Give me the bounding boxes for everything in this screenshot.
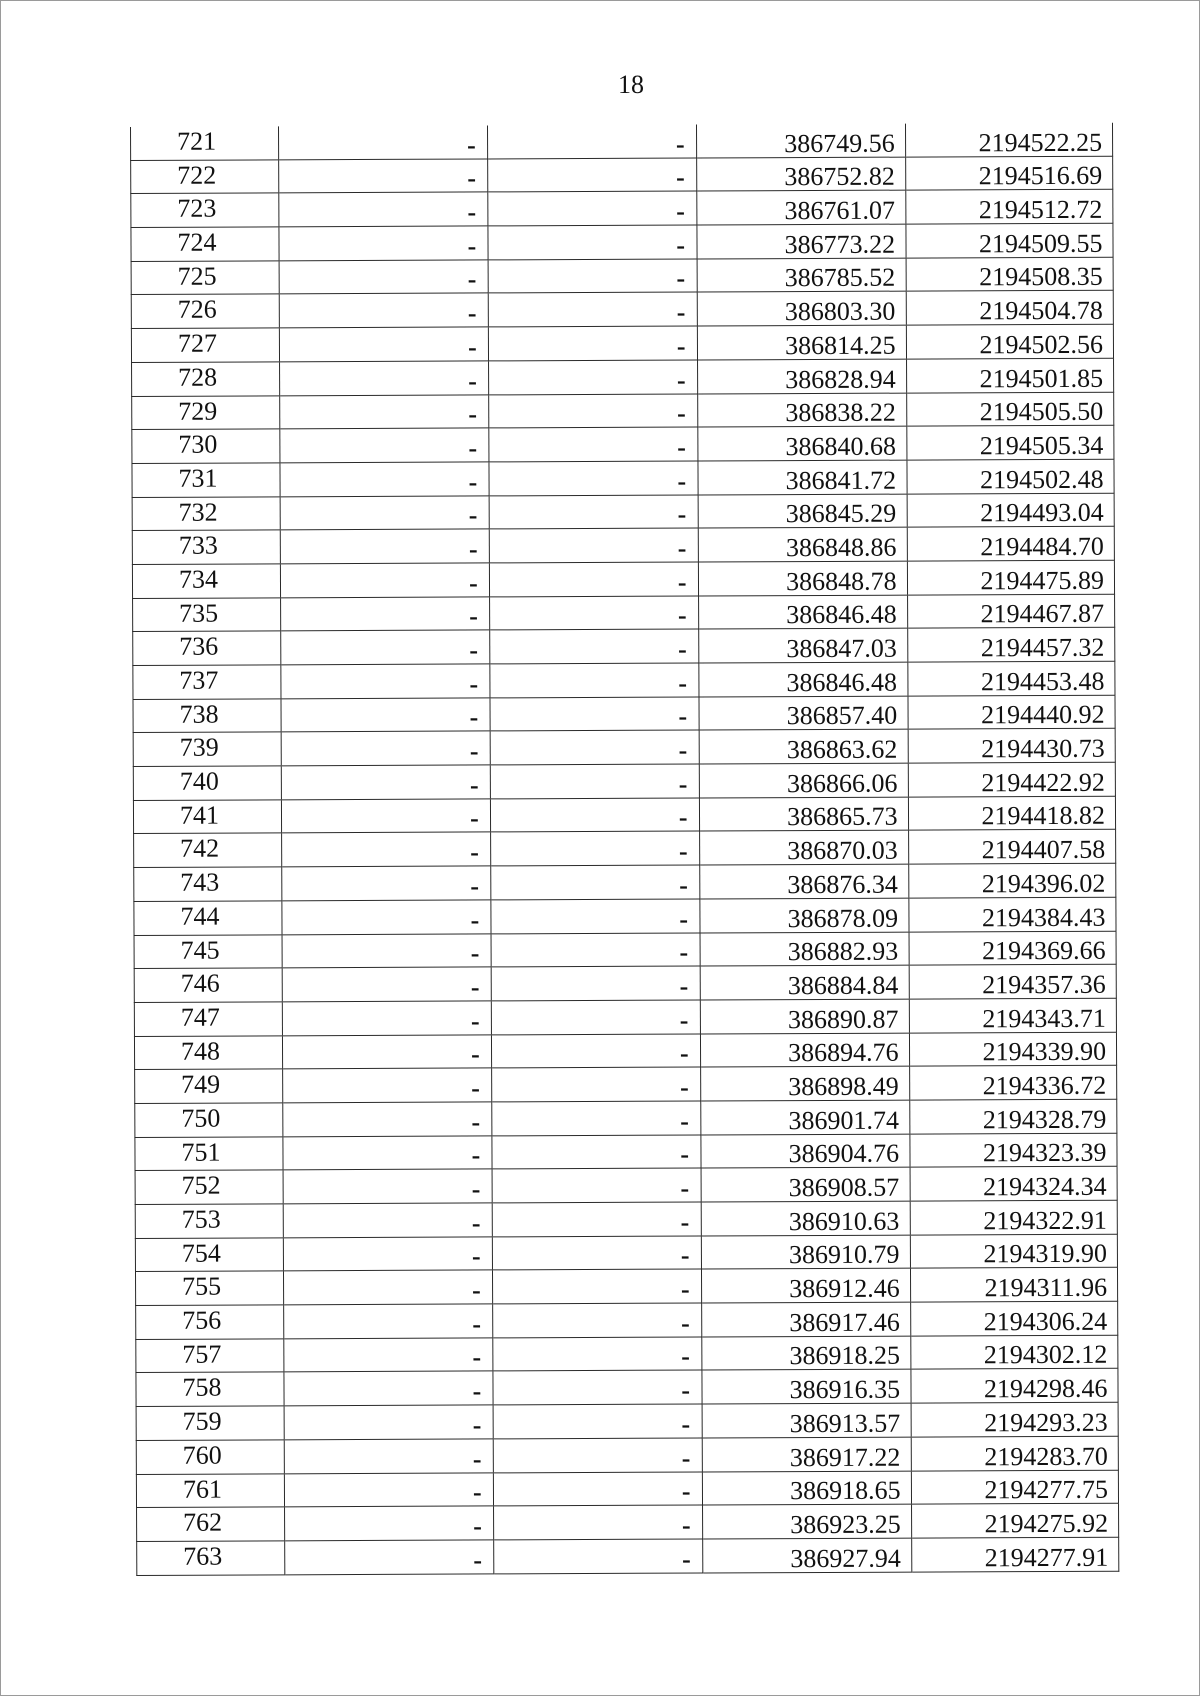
empty-value-cell: - — [281, 664, 490, 699]
y-coordinate-cell: 2194357.36 — [909, 964, 1117, 999]
table-row — [137, 1503, 1119, 1541]
empty-value-cell: - — [493, 1337, 702, 1372]
point-number-cell: 727 — [131, 328, 279, 362]
table-row — [136, 1470, 1118, 1508]
empty-value-cell: - — [282, 900, 491, 935]
table-row — [133, 695, 1115, 733]
empty-value-cell: - — [279, 327, 488, 362]
y-coordinate-cell: 2194339.90 — [909, 1032, 1117, 1067]
point-number-cell: 736 — [133, 631, 281, 665]
point-number-cell: 729 — [132, 395, 280, 429]
empty-value-cell: - — [489, 596, 698, 631]
x-coordinate-cell: 386901.74 — [700, 1100, 909, 1135]
empty-value-cell: - — [490, 764, 699, 799]
x-coordinate-cell: 386882.93 — [700, 932, 909, 967]
point-number-cell: 744 — [134, 901, 282, 935]
page-number: 18 — [618, 70, 644, 99]
empty-value-cell: - — [281, 698, 490, 733]
table-row — [131, 190, 1113, 228]
empty-value-cell: - — [280, 394, 489, 429]
table-row — [131, 324, 1113, 362]
empty-value-cell: - — [493, 1438, 702, 1473]
empty-value-cell: - — [281, 799, 490, 834]
empty-value-cell: - — [284, 1405, 493, 1440]
y-coordinate-cell: 2194306.24 — [910, 1301, 1118, 1336]
empty-value-cell: - — [279, 226, 488, 261]
empty-value-cell: - — [487, 158, 696, 193]
table-row — [135, 1065, 1117, 1103]
empty-value-cell: - — [488, 326, 697, 361]
empty-value-cell: - — [283, 1068, 492, 1103]
point-number-cell: 735 — [133, 597, 281, 631]
x-coordinate-cell: 386838.22 — [697, 393, 906, 428]
empty-value-cell: - — [279, 192, 488, 227]
table-row — [135, 1234, 1117, 1272]
empty-value-cell: - — [492, 1303, 701, 1338]
empty-value-cell: - — [283, 1136, 492, 1171]
empty-value-cell: - — [491, 966, 700, 1001]
empty-value-cell: - — [280, 563, 489, 598]
point-number-cell: 759 — [136, 1406, 284, 1440]
empty-value-cell: - — [490, 730, 699, 765]
empty-value-cell: - — [284, 1439, 493, 1474]
point-number-cell: 761 — [136, 1473, 284, 1507]
y-coordinate-cell: 2194396.02 — [908, 863, 1116, 898]
y-coordinate-cell: 2194336.72 — [909, 1065, 1117, 1100]
empty-value-cell: - — [488, 259, 697, 294]
x-coordinate-cell: 386910.79 — [701, 1235, 910, 1270]
y-coordinate-cell: 2194467.87 — [907, 594, 1115, 629]
empty-value-cell: - — [279, 260, 488, 295]
x-coordinate-cell: 386848.86 — [698, 527, 907, 562]
x-coordinate-cell: 386847.03 — [698, 628, 907, 663]
empty-value-cell: - — [283, 1102, 492, 1137]
x-coordinate-cell: 386884.84 — [700, 965, 909, 1000]
empty-value-cell: - — [489, 495, 698, 530]
y-coordinate-cell: 2194302.12 — [910, 1335, 1118, 1370]
empty-value-cell: - — [492, 1135, 701, 1170]
empty-value-cell: - — [491, 1034, 700, 1069]
point-number-cell: 740 — [133, 766, 281, 800]
point-number-cell: 726 — [131, 294, 279, 328]
empty-value-cell: - — [488, 394, 697, 429]
point-number-cell: 742 — [134, 833, 282, 867]
y-coordinate-cell: 2194501.85 — [906, 358, 1114, 393]
y-coordinate-cell: 2194522.25 — [905, 123, 1113, 157]
x-coordinate-cell: 386865.73 — [699, 797, 908, 832]
point-number-cell: 753 — [135, 1204, 283, 1238]
y-coordinate-cell: 2194430.73 — [908, 729, 1116, 764]
point-number-cell: 743 — [134, 867, 282, 901]
empty-value-cell: - — [285, 1540, 494, 1575]
y-coordinate-cell: 2194369.66 — [909, 931, 1117, 966]
y-coordinate-cell: 2194509.55 — [906, 223, 1114, 258]
y-coordinate-cell: 2194293.23 — [911, 1402, 1119, 1437]
x-coordinate-cell: 386917.22 — [702, 1437, 911, 1472]
x-coordinate-cell: 386773.22 — [696, 224, 905, 259]
table-row — [135, 1167, 1117, 1205]
table-row — [133, 762, 1115, 800]
empty-value-cell: - — [282, 967, 491, 1002]
x-coordinate-cell: 386912.46 — [701, 1268, 910, 1303]
table-row — [136, 1301, 1118, 1339]
y-coordinate-cell: 2194475.89 — [907, 560, 1115, 595]
table-row — [135, 1133, 1117, 1171]
y-coordinate-cell: 2194502.48 — [907, 459, 1115, 494]
table-row — [131, 123, 1113, 160]
point-number-cell: 738 — [133, 699, 281, 733]
y-coordinate-cell: 2194505.34 — [906, 425, 1114, 460]
y-coordinate-cell: 2194319.90 — [910, 1234, 1118, 1269]
empty-value-cell: - — [490, 798, 699, 833]
empty-value-cell: - — [279, 159, 488, 194]
table-row — [136, 1436, 1118, 1474]
x-coordinate-cell: 386752.82 — [696, 157, 905, 192]
x-coordinate-cell: 386841.72 — [697, 460, 906, 495]
point-number-cell: 722 — [131, 160, 279, 194]
table-row — [133, 594, 1115, 632]
x-coordinate-cell: 386913.57 — [702, 1403, 911, 1438]
empty-value-cell: - — [284, 1472, 493, 1507]
y-coordinate-cell: 2194508.35 — [906, 257, 1114, 292]
empty-value-cell: - — [488, 191, 697, 226]
x-coordinate-cell: 386890.87 — [700, 999, 909, 1034]
x-coordinate-cell: 386814.25 — [697, 325, 906, 360]
x-coordinate-cell: 386846.48 — [698, 595, 907, 630]
y-coordinate-cell: 2194418.82 — [908, 796, 1116, 831]
table-row — [133, 729, 1115, 767]
empty-value-cell: - — [283, 1203, 492, 1238]
point-number-cell: 762 — [137, 1507, 285, 1541]
x-coordinate-cell: 386894.76 — [700, 1033, 909, 1068]
point-number-cell: 730 — [132, 429, 280, 463]
y-coordinate-cell: 2194407.58 — [908, 830, 1116, 865]
table-row — [132, 526, 1114, 564]
point-number-cell: 745 — [134, 934, 282, 968]
x-coordinate-cell: 386840.68 — [697, 426, 906, 461]
x-coordinate-cell: 386898.49 — [700, 1066, 909, 1101]
y-coordinate-cell: 2194311.96 — [910, 1268, 1118, 1303]
empty-value-cell: - — [280, 496, 489, 531]
empty-value-cell: - — [493, 1370, 702, 1405]
table-row — [134, 863, 1116, 901]
x-coordinate-cell: 386749.56 — [696, 124, 905, 158]
empty-value-cell: - — [493, 1404, 702, 1439]
empty-value-cell: - — [281, 630, 490, 665]
coordinates-table — [130, 123, 1119, 1576]
table-row — [137, 1537, 1119, 1575]
x-coordinate-cell: 386846.48 — [698, 662, 907, 697]
empty-value-cell: - — [491, 933, 700, 968]
point-number-cell: 724 — [131, 227, 279, 261]
point-number-cell: 749 — [135, 1069, 283, 1103]
x-coordinate-cell: 386904.76 — [700, 1134, 909, 1169]
empty-value-cell: - — [281, 765, 490, 800]
x-coordinate-cell: 386848.78 — [698, 561, 907, 596]
table-row — [132, 392, 1114, 430]
y-coordinate-cell: 2194275.92 — [911, 1503, 1119, 1538]
empty-value-cell: - — [283, 1270, 492, 1305]
empty-value-cell: - — [488, 225, 697, 260]
point-number-cell: 747 — [134, 1002, 282, 1036]
table-row — [131, 223, 1113, 261]
table-row — [136, 1402, 1118, 1440]
y-coordinate-cell: 2194422.92 — [908, 762, 1116, 797]
y-coordinate-cell: 2194298.46 — [911, 1369, 1119, 1404]
point-number-cell: 757 — [136, 1339, 284, 1373]
table-row — [132, 358, 1114, 396]
table-row — [134, 931, 1116, 969]
y-coordinate-cell: 2194277.75 — [911, 1470, 1119, 1505]
empty-value-cell: - — [280, 529, 489, 564]
table-row — [134, 964, 1116, 1002]
point-number-cell: 741 — [133, 800, 281, 834]
x-coordinate-cell: 386918.25 — [701, 1336, 910, 1371]
empty-value-cell: - — [489, 461, 698, 496]
table-body — [131, 123, 1119, 1575]
x-coordinate-cell: 386910.63 — [701, 1201, 910, 1236]
empty-value-cell: - — [491, 899, 700, 934]
x-coordinate-cell: 386870.03 — [699, 831, 908, 866]
y-coordinate-cell: 2194322.91 — [910, 1200, 1118, 1235]
empty-value-cell: - — [284, 1304, 493, 1339]
table-row — [134, 1032, 1116, 1070]
empty-value-cell: - — [492, 1236, 701, 1271]
y-coordinate-cell: 2194502.56 — [906, 324, 1114, 359]
table-row — [133, 796, 1115, 834]
x-coordinate-cell: 386863.62 — [699, 729, 908, 764]
y-coordinate-cell: 2194484.70 — [907, 526, 1115, 561]
table-row — [132, 425, 1114, 463]
empty-value-cell: - — [488, 292, 697, 327]
y-coordinate-cell: 2194440.92 — [908, 695, 1116, 730]
x-coordinate-cell: 386923.25 — [702, 1504, 911, 1539]
empty-value-cell: - — [282, 1001, 491, 1036]
y-coordinate-cell: 2194384.43 — [908, 897, 1116, 932]
empty-value-cell: - — [283, 1237, 492, 1272]
y-coordinate-cell: 2194512.72 — [905, 190, 1113, 225]
table-row — [132, 459, 1114, 497]
point-number-cell: 721 — [131, 126, 279, 160]
y-coordinate-cell: 2194516.69 — [905, 156, 1113, 191]
y-coordinate-cell: 2194453.48 — [907, 661, 1115, 696]
point-number-cell: 739 — [133, 732, 281, 766]
empty-value-cell: - — [489, 629, 698, 664]
empty-value-cell: - — [284, 1506, 493, 1541]
empty-value-cell: - — [282, 866, 491, 901]
x-coordinate-cell: 386828.94 — [697, 359, 906, 394]
table-row — [135, 1268, 1117, 1306]
point-number-cell: 756 — [136, 1305, 284, 1339]
y-coordinate-cell: 2194505.50 — [906, 392, 1114, 427]
table-row — [135, 1099, 1117, 1137]
x-coordinate-cell: 386845.29 — [698, 494, 907, 529]
empty-value-cell: - — [489, 528, 698, 563]
empty-value-cell: - — [487, 125, 696, 159]
x-coordinate-cell: 386878.09 — [699, 898, 908, 933]
y-coordinate-cell: 2194504.78 — [906, 291, 1114, 326]
y-coordinate-cell: 2194457.32 — [907, 628, 1115, 663]
empty-value-cell: - — [489, 562, 698, 597]
y-coordinate-cell: 2194493.04 — [907, 493, 1115, 528]
empty-value-cell: - — [281, 731, 490, 766]
point-number-cell: 732 — [132, 496, 280, 530]
x-coordinate-cell: 386927.94 — [702, 1538, 911, 1573]
point-number-cell: 731 — [132, 463, 280, 497]
point-number-cell: 734 — [132, 564, 280, 598]
table-row — [131, 257, 1113, 295]
empty-value-cell: - — [493, 1472, 702, 1507]
empty-value-cell: - — [492, 1202, 701, 1237]
empty-value-cell: - — [490, 663, 699, 698]
point-number-cell: 754 — [135, 1238, 283, 1272]
empty-value-cell: - — [490, 865, 699, 900]
table-row — [133, 628, 1115, 666]
empty-value-cell: - — [282, 933, 491, 968]
x-coordinate-cell: 386917.46 — [701, 1302, 910, 1337]
empty-value-cell: - — [490, 831, 699, 866]
empty-value-cell: - — [489, 427, 698, 462]
table-row — [134, 897, 1116, 935]
empty-value-cell: - — [279, 361, 488, 396]
point-number-cell: 728 — [132, 362, 280, 396]
empty-value-cell: - — [284, 1338, 493, 1373]
empty-value-cell: - — [283, 1169, 492, 1204]
point-number-cell: 763 — [137, 1541, 285, 1575]
table-row — [134, 830, 1116, 868]
empty-value-cell: - — [490, 697, 699, 732]
x-coordinate-cell: 386761.07 — [696, 190, 905, 225]
empty-value-cell: - — [492, 1168, 701, 1203]
empty-value-cell: - — [282, 1034, 491, 1069]
table-row — [131, 291, 1113, 329]
y-coordinate-cell: 2194328.79 — [909, 1099, 1117, 1134]
point-number-cell: 752 — [135, 1170, 283, 1204]
table-row — [131, 156, 1113, 194]
empty-value-cell: - — [278, 125, 487, 159]
x-coordinate-cell: 386866.06 — [699, 763, 908, 798]
y-coordinate-cell: 2194324.34 — [910, 1167, 1118, 1202]
empty-value-cell: - — [491, 1067, 700, 1102]
point-number-cell: 733 — [132, 530, 280, 564]
table-row — [135, 1200, 1117, 1238]
empty-value-cell: - — [488, 360, 697, 395]
empty-value-cell: - — [280, 462, 489, 497]
empty-value-cell: - — [493, 1505, 702, 1540]
point-number-cell: 750 — [135, 1103, 283, 1137]
table-row — [132, 493, 1114, 531]
empty-value-cell: - — [280, 597, 489, 632]
x-coordinate-cell: 386908.57 — [701, 1167, 910, 1202]
x-coordinate-cell: 386918.65 — [702, 1471, 911, 1506]
y-coordinate-cell: 2194283.70 — [911, 1436, 1119, 1471]
table-row — [133, 661, 1115, 699]
empty-value-cell: - — [282, 832, 491, 867]
empty-value-cell: - — [493, 1539, 702, 1574]
point-number-cell: 746 — [134, 968, 282, 1002]
point-number-cell: 737 — [133, 665, 281, 699]
empty-value-cell: - — [280, 428, 489, 463]
empty-value-cell: - — [491, 1000, 700, 1035]
x-coordinate-cell: 386785.52 — [697, 258, 906, 293]
table-row — [132, 560, 1114, 598]
point-number-cell: 723 — [131, 193, 279, 227]
point-number-cell: 758 — [136, 1372, 284, 1406]
x-coordinate-cell: 386916.35 — [701, 1370, 910, 1405]
point-number-cell: 725 — [131, 261, 279, 295]
table-row — [136, 1369, 1118, 1407]
table-row — [134, 998, 1116, 1036]
x-coordinate-cell: 386803.30 — [697, 292, 906, 327]
empty-value-cell: - — [492, 1269, 701, 1304]
y-coordinate-cell: 2194277.91 — [911, 1537, 1119, 1572]
x-coordinate-cell: 386857.40 — [699, 696, 908, 731]
y-coordinate-cell: 2194323.39 — [909, 1133, 1117, 1168]
empty-value-cell: - — [284, 1371, 493, 1406]
x-coordinate-cell: 386876.34 — [699, 864, 908, 899]
empty-value-cell: - — [279, 293, 488, 328]
table-row — [136, 1335, 1118, 1373]
empty-value-cell: - — [491, 1101, 700, 1136]
point-number-cell: 748 — [134, 1035, 282, 1069]
point-number-cell: 755 — [135, 1271, 283, 1305]
point-number-cell: 751 — [135, 1136, 283, 1170]
point-number-cell: 760 — [136, 1440, 284, 1474]
y-coordinate-cell: 2194343.71 — [909, 998, 1117, 1033]
